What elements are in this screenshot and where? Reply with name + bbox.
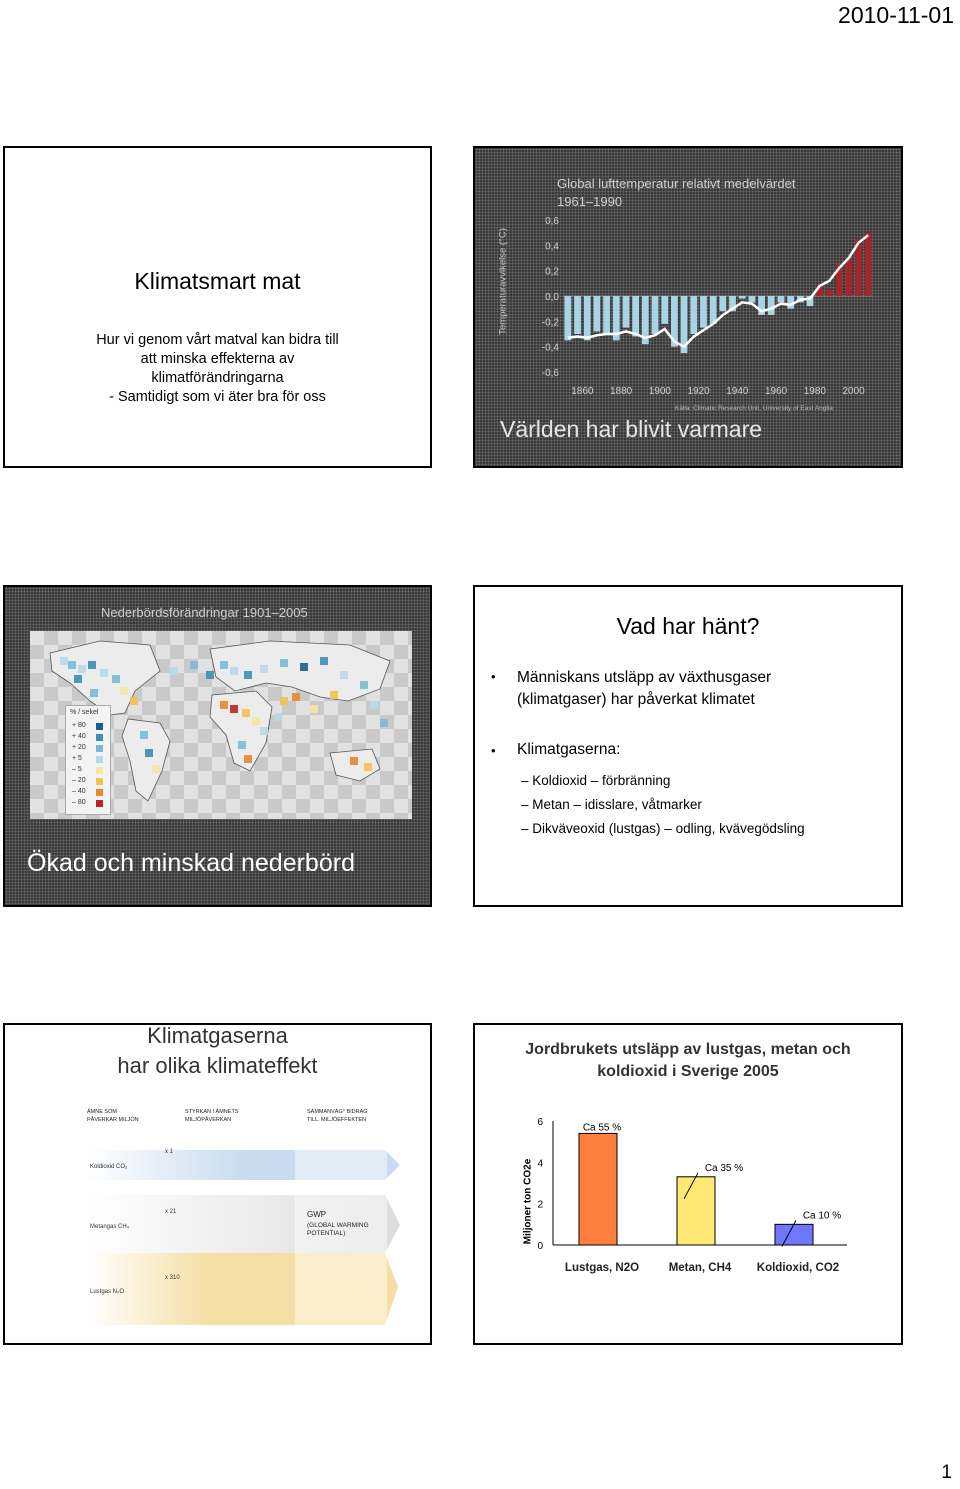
emission-bar	[775, 1224, 813, 1245]
precipitation-cell	[152, 765, 160, 773]
sub-bullet: – Metan – idisslare, våtmarker	[521, 797, 702, 812]
intro-line: att minska effekterna av	[140, 351, 295, 367]
legend-swatch	[96, 756, 103, 763]
temperature-bar	[564, 296, 571, 340]
precipitation-cell	[364, 763, 372, 771]
precipitation-cell	[230, 705, 238, 713]
bullet-text: Klimatgaserna:	[517, 741, 621, 758]
category-label: Metan, CH4	[668, 1262, 732, 1274]
legend-item	[72, 722, 106, 732]
temperature-bar	[768, 296, 775, 315]
legend-swatch	[96, 800, 103, 807]
slide-title: Vad har hänt?	[616, 613, 760, 639]
legend-title: % / sekel	[70, 709, 99, 716]
precipitation-cell	[190, 661, 198, 669]
y-tick-label: 0,2	[545, 266, 559, 278]
precipitation-cell	[340, 671, 348, 679]
gwp-diagram	[5, 1025, 430, 1343]
factor-label: x 21	[165, 1209, 177, 1215]
temperature-bar	[710, 296, 717, 324]
precipitation-cell	[292, 693, 300, 701]
precipitation-cell	[170, 667, 178, 675]
precipitation-cell	[238, 741, 246, 749]
precipitation-cell	[310, 705, 318, 713]
data-label: Ca 55 %	[582, 1122, 622, 1134]
precipitation-cell	[280, 659, 288, 667]
precipitation-cell	[242, 709, 250, 717]
y-tick-label: -0,2	[541, 317, 559, 329]
bullet-text: Människans utsläpp av växthusgaser	[517, 669, 772, 686]
gwp-label: (GLOBAL WARMING	[307, 1222, 369, 1229]
legend-item	[72, 788, 106, 798]
x-tick-label: 1980	[803, 386, 826, 397]
legend-label: + 80	[72, 722, 86, 729]
gas-label: Lustgas N₂O	[90, 1289, 125, 1295]
temperature-bar	[623, 296, 630, 328]
factor-label: x 1	[165, 1149, 174, 1155]
temperature-bar	[826, 290, 833, 296]
temperature-bar	[778, 296, 785, 302]
x-tick-label: 1900	[648, 386, 671, 397]
legend-label: + 40	[72, 733, 86, 740]
precipitation-cell	[112, 675, 120, 683]
temperature-bar	[719, 296, 726, 311]
slide-title: Klimatsmart mat	[134, 268, 301, 294]
precipitation-cell	[120, 687, 128, 695]
precipitation-cell	[300, 663, 308, 671]
category-label: Lustgas, N2O	[564, 1262, 640, 1274]
slide-caption: Världen har blivit varmare	[500, 416, 763, 442]
slide-temperature	[473, 146, 903, 468]
legend-swatch	[96, 745, 103, 752]
intro-line: Hur vi genom vårt matval kan bidra till	[96, 332, 339, 348]
legend-swatch	[96, 778, 103, 785]
y-tick-label: 0,6	[545, 216, 559, 227]
temperature-bar	[739, 296, 746, 299]
legend-label: – 40	[72, 788, 86, 795]
legend-label: – 80	[72, 799, 86, 806]
column-header: ÄMNE SOM	[87, 1109, 117, 1115]
y-tick-label: 6	[537, 1117, 543, 1128]
precipitation-cell	[370, 701, 378, 709]
gwp-label: POTENTIAL)	[307, 1230, 346, 1237]
bullet-dot: •	[491, 669, 496, 684]
legend-swatch	[96, 767, 103, 774]
precipitation-cell	[220, 701, 228, 709]
column-header: MILJÖPÅVERKAN	[185, 1117, 232, 1123]
precipitation-cell	[74, 675, 82, 683]
precipitation-cell	[330, 691, 338, 699]
precipitation-cell	[274, 713, 282, 721]
emission-bar	[579, 1133, 617, 1245]
map-title: Nederbördsförändringar 1901–2005	[101, 605, 308, 620]
legend-label: – 20	[72, 777, 86, 784]
x-tick-label: 2000	[842, 386, 865, 397]
precipitation-cell	[220, 661, 228, 669]
legend-item	[72, 799, 106, 809]
intro-line: klimatförändringarna	[151, 370, 284, 386]
y-tick-label: -0,4	[541, 342, 559, 354]
factor-label: x 310	[165, 1275, 180, 1281]
legend-item	[72, 766, 106, 776]
precipitation-cell	[68, 661, 76, 669]
precipitation-cell	[350, 757, 358, 765]
precipitation-cell	[260, 665, 268, 673]
x-tick-label: 1880	[610, 386, 633, 397]
gas-label: Koldioxid CO₂	[90, 1164, 128, 1170]
legend-label: + 5	[72, 755, 82, 762]
chart-title: koldioxid i Sverige 2005	[597, 1063, 779, 1080]
category-label: Koldioxid, CO2	[756, 1262, 840, 1274]
chart-title: Jordbrukets utsläpp av lustgas, metan och	[525, 1041, 851, 1058]
y-tick-label: 0,4	[545, 241, 559, 253]
y-tick-label: 2	[537, 1199, 543, 1211]
temperature-bar	[584, 296, 591, 340]
temperature-bar	[574, 296, 581, 334]
data-label: Ca 10 %	[802, 1210, 842, 1222]
bullet-dot: •	[491, 743, 496, 758]
legend-label: + 20	[72, 744, 86, 751]
data-label: Ca 35 %	[704, 1162, 744, 1174]
y-axis-label: Temperaturavvikelse (°C)	[497, 228, 509, 335]
column-header: STYRKAN I ÄMNETS	[185, 1109, 239, 1115]
precipitation-cell	[244, 755, 252, 763]
precipitation-cell	[130, 697, 138, 705]
legend-item	[72, 744, 106, 754]
temperature-bar	[652, 296, 659, 334]
map-legend	[65, 705, 111, 815]
precipitation-cell	[78, 665, 86, 673]
precipitation-cell	[360, 681, 368, 689]
temperature-bar	[865, 233, 872, 296]
temperature-bar	[749, 296, 756, 302]
emissions-chart	[475, 1025, 901, 1343]
precipitation-cell	[206, 671, 214, 679]
gas-label: Metangas CH₄	[90, 1224, 130, 1230]
sub-bullet: – Dikväveoxid (lustgas) – odling, kvävegödsling	[521, 821, 805, 836]
gwp-label: GWP	[307, 1210, 327, 1219]
y-tick-label: 0,0	[545, 292, 559, 303]
x-tick-label: 1860	[571, 386, 594, 397]
precipitation-cell	[260, 727, 268, 735]
legend-item	[72, 755, 106, 765]
precipitation-cell	[88, 661, 96, 669]
emission-bar	[677, 1177, 715, 1245]
temperature-bar	[594, 296, 601, 331]
x-tick-label: 1920	[687, 386, 710, 397]
column-header: SAMMANVÄG° BIDRAG	[307, 1109, 368, 1115]
y-tick-label: -0,6	[541, 368, 559, 379]
chart-title: Global lufttemperatur relativt medelvärdet	[557, 176, 796, 191]
precipitation-cell	[230, 667, 238, 675]
temperature-bar	[690, 296, 697, 334]
slide-agriculture-emissions	[473, 1023, 903, 1345]
temperature-bar	[661, 296, 668, 324]
slide-precipitation	[3, 585, 432, 907]
column-header: TILL. MILJÖEFFEKTEN	[307, 1117, 366, 1123]
temperature-bar	[845, 258, 852, 296]
legend-swatch	[96, 723, 103, 730]
precipitation-cell	[320, 657, 328, 665]
legend-swatch	[96, 789, 103, 796]
precipitation-cell	[280, 697, 288, 705]
legend-swatch	[96, 734, 103, 741]
temperature-bar	[700, 296, 707, 328]
slide-what-happened	[473, 585, 903, 907]
precipitation-cell	[380, 719, 388, 727]
y-tick-label: 0	[537, 1241, 543, 1252]
source-note: Källa: Climatic Research Unit, University of East Anglia	[675, 405, 833, 412]
precipitation-cell	[252, 717, 260, 725]
x-tick-label: 1940	[726, 386, 749, 397]
y-tick-label: 4	[537, 1158, 543, 1170]
precipitation-cell	[60, 657, 68, 665]
legend-item	[72, 777, 106, 787]
precipitation-cell	[90, 689, 98, 697]
continent-shape	[50, 641, 160, 715]
precipitation-cell	[140, 731, 148, 739]
slide-title: Klimatgaserna	[147, 1023, 288, 1048]
temperature-bar	[632, 296, 639, 337]
precipitation-cell	[244, 671, 252, 679]
column-header: PÅVERKAR MILJÖN	[87, 1117, 139, 1123]
x-tick-label: 1960	[765, 386, 788, 397]
temperature-bar	[603, 296, 610, 334]
slide-intro	[3, 146, 432, 468]
legend-label: – 5	[72, 766, 82, 773]
slide-gas-effect	[3, 1023, 432, 1345]
intro-line: - Samtidigt som vi äter bra för oss	[109, 389, 326, 405]
page-number: 1	[941, 1462, 952, 1483]
bullet-text: (klimatgaser) har påverkat klimatet	[517, 691, 755, 708]
precipitation-cell	[145, 749, 153, 757]
precipitation-cell	[100, 669, 108, 677]
legend-item	[72, 733, 106, 743]
chart-subtitle: 1961–1990	[557, 194, 623, 209]
y-axis-label: Miljoner ton CO2e	[522, 1158, 534, 1245]
sub-bullet: – Koldioxid – förbränning	[521, 773, 671, 788]
slide-title: har olika klimateffekt	[117, 1053, 318, 1078]
page-date: 2010-11-01	[838, 2, 954, 28]
slide-caption: Ökad och minskad nederbörd	[27, 849, 355, 877]
